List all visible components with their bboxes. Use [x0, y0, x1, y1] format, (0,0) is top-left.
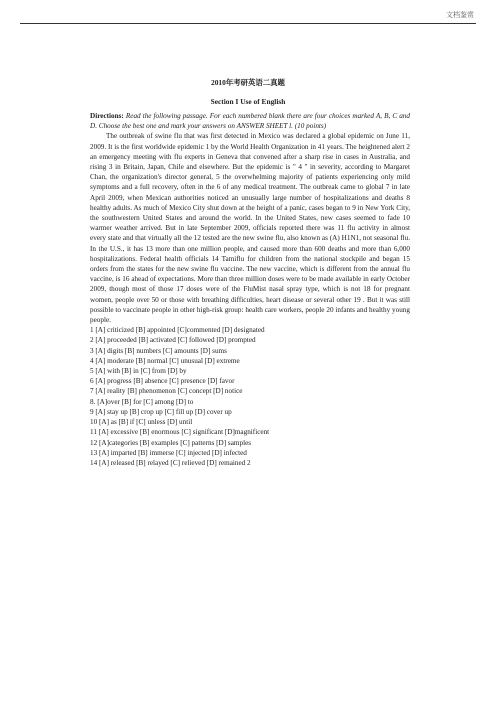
option-line: 5 [A] with [B] in [C] from [D] by — [90, 367, 187, 376]
option-line: 3 [A] digits [B] numbers [C] amounts [D] sums — [90, 346, 227, 355]
option-line: 6 [A] progress [B] absence [C] presence [D] favor — [90, 377, 235, 386]
option-line: 4 [A] moderate [B] normal [C] unusual [D] extreme — [90, 356, 240, 365]
option-line: 7 [A] reality [B] phenomenon [C] concept [D] notice — [90, 387, 243, 396]
header-tag: 文档鉴赏 — [446, 11, 474, 19]
page-title: 2010年考研英语二真题 — [211, 78, 285, 87]
passage-text: The outbreak of swine flu that was first detected in Mexico was declared a global epidemic on June 11, 2009. It is the first worldwide epidemic 1 by the World Health Organization in 41 years. The heightened alert 2 an emergency meeting with flu experts in Geneva that convened after a sharp rise in cases in Australia, and rising 3 in Britain, Japan, Chile and elsewhere. But the epidemic is " 4 " in severity, according to Margaret Chan, the organization's director general, 5 the overwhelming majority of patients experiencing only mild symptoms and a full recovery, often in the 6 of any medical treatment. The outbreak came to global 7 in late April 2009, when Mexican authorities noticed an unusually large number of hospitalizations and deaths 8 healthy adults. As much of Mexico City shut down at the height of a panic, cases began to 9 in New York City, the southwestern United States and around the world. In the United States, new cases seemed to fade 10 warmer weather arrived. But in late September 2009, officials reported there was 11 flu activity in almost every state and that virtually all the 12 tested are the new swine flu, also known as (A) H1N1, not seasonal flu. In the U.S., it has 13 more than one million people, and caused more than 600 deaths and more than 6,000 hospitalizations. Federal health officials 14 Tamiflu for children from the national stockpile and began 15 orders from the states for the new swine flu vaccine. The new vaccine, which is different from the annual flu vaccine, is 16 ahead of expectations. More than three million doses were to be made available in early October 2009, though most of those 17 doses were of the FluMist nasal spray type, which is not 18 for pregnant women, people over 50 or those with breathing difficulties, heart disease or several other 19 . But it was still possible to vaccinate people in other high-risk group: health care workers, people 20 infants and healthy young people. — [90, 132, 410, 325]
document-body — [90, 111, 410, 468]
header-rule — [20, 23, 476, 24]
option-line: 2 [A] proceeded [B] activated [C] followed [D] prompted — [90, 336, 256, 345]
directions-text: Read the following passage. For each numbered blank there are four choices marked A, B, C and D. Choose the best one and mark your answers on ANSWER SHEET l. (10 points) — [90, 112, 410, 131]
section-heading: Section I Use of English — [210, 97, 286, 106]
option-line: 1 [A] criticized [B] appointed [C]commented [D] designated — [90, 326, 265, 335]
option-line: 10 [A] as [B] if [C] unless [D] until — [90, 418, 193, 427]
option-line: 11 [A] excessive [B] enormous [C] significant [D]magnificent — [90, 428, 270, 437]
option-line: 9 [A] stay up [B] crop up [C] fill up [D] cover up — [90, 407, 232, 416]
directions — [90, 111, 410, 131]
option-line: 8. [A]over [B] for [C] among [D] to — [90, 397, 194, 406]
option-line: 12 [A]categories [B] examples [C] patterns [D] samples — [90, 438, 252, 447]
option-line: 13 [A] imparted [B] immerse [C] injected [D] infected — [90, 448, 247, 457]
option-line: 14 [A] released [B] relayed [C] relieved [D] remained 2 — [90, 458, 251, 467]
directions-label: Directions: — [90, 112, 124, 120]
answer-options — [90, 325, 410, 468]
